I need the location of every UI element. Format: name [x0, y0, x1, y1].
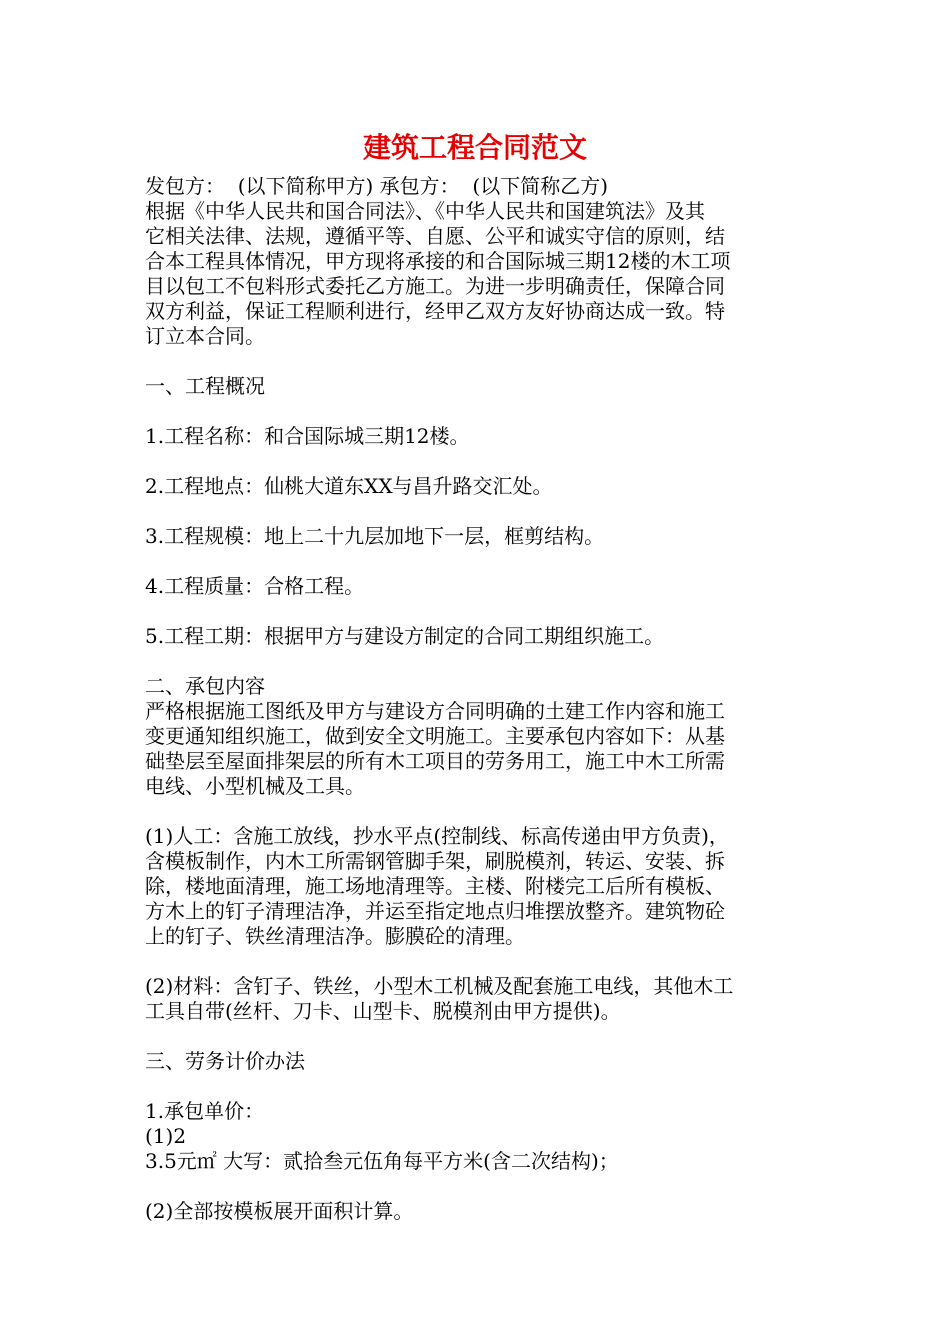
text-line: (1)2: [145, 1124, 187, 1148]
blank-line: [145, 399, 810, 424]
text-line: 1.承包单价：: [145, 1099, 265, 1123]
text-line: 3.工程规模：地上二十九层加地下一层，框剪结构。: [145, 524, 605, 548]
blank-line: [145, 649, 810, 674]
blank-line: [145, 549, 810, 574]
document-body: [145, 174, 810, 1224]
text-line: 变更通知组织施工，做到安全文明施工。主要承包内容如下：从基: [145, 724, 725, 748]
text-line: 严格根据施工图纸及甲方与建设方合同明确的土建工作内容和施工: [145, 699, 725, 723]
text-line: 方木上的钉子清理洁净，并运至指定地点归堆摆放整齐。建筑物砼: [145, 899, 725, 923]
blank-line: [145, 599, 810, 624]
text-line: 根据《中华人民共和国合同法》、《中华人民共和国建筑法》及其: [145, 199, 705, 223]
text-line: 目以包工不包料形式委托乙方施工。为进一步明确责任，保障合同: [145, 274, 725, 298]
text-line: 发包方： (以下简称甲方) 承包方： (以下简称乙方): [145, 174, 608, 198]
blank-line: [145, 1174, 810, 1199]
text-line: 合本工程具体情况，甲方现将承接的和合国际城三期12楼的木工项: [145, 249, 731, 273]
blank-line: [145, 1074, 810, 1099]
section-heading: 三、劳务计价办法: [145, 1049, 305, 1073]
text-line: 5.工程工期：根据甲方与建设方制定的合同工期组织施工。: [145, 624, 665, 648]
text-line: (1)人工：含施工放线，抄水平点(控制线、标高传递由甲方负责)，: [145, 824, 729, 848]
blank-line: [145, 949, 810, 974]
text-line: 1.工程名称：和合国际城三期12楼。: [145, 424, 470, 448]
blank-line: [145, 449, 810, 474]
text-line: 除，楼地面清理，施工场地清理等。主楼、附楼完工后所有模板、: [145, 874, 725, 898]
text-line: 含模板制作，内木工所需钢管脚手架，刷脱模剂，转运、安装、拆: [145, 849, 725, 873]
text-line: 上的钉子、铁丝清理洁净。膨膜砼的清理。: [145, 924, 525, 948]
text-line: (2)全部按模板展开面积计算。: [145, 1199, 414, 1223]
text-line: 4.工程质量：合格工程。: [145, 574, 365, 598]
text-line: 它相关法律、法规，遵循平等、自愿、公平和诚实守信的原则，结: [145, 224, 725, 248]
blank-line: [145, 1024, 810, 1049]
blank-line: [145, 349, 810, 374]
blank-line: [145, 499, 810, 524]
blank-line: [145, 799, 810, 824]
text-line: 订立本合同。: [145, 324, 265, 348]
text-line: 工具自带(丝杆、刀卡、山型卡、脱模剂由甲方提供)。: [145, 999, 621, 1023]
text-line: (2)材料：含钉子、铁丝，小型木工机械及配套施工电线，其他木工: [145, 974, 734, 998]
text-line: 电线、小型机械及工具。: [145, 774, 365, 798]
document-title: 建筑工程合同范文: [362, 131, 587, 164]
text-line: 础垫层至屋面排架层的所有木工项目的劳务用工，施工中木工所需: [145, 749, 725, 773]
section-heading: 一、工程概况: [145, 374, 265, 398]
text-line: 2.工程地点：仙桃大道东XX与昌升路交汇处。: [145, 474, 553, 498]
text-line: 3.5元㎡ 大写：贰拾叁元伍角每平方米(含二次结构)；: [145, 1149, 619, 1173]
text-line: 双方利益，保证工程顺利进行，经甲乙双方友好协商达成一致。特: [145, 299, 725, 323]
section-heading: 二、承包内容: [145, 674, 265, 698]
